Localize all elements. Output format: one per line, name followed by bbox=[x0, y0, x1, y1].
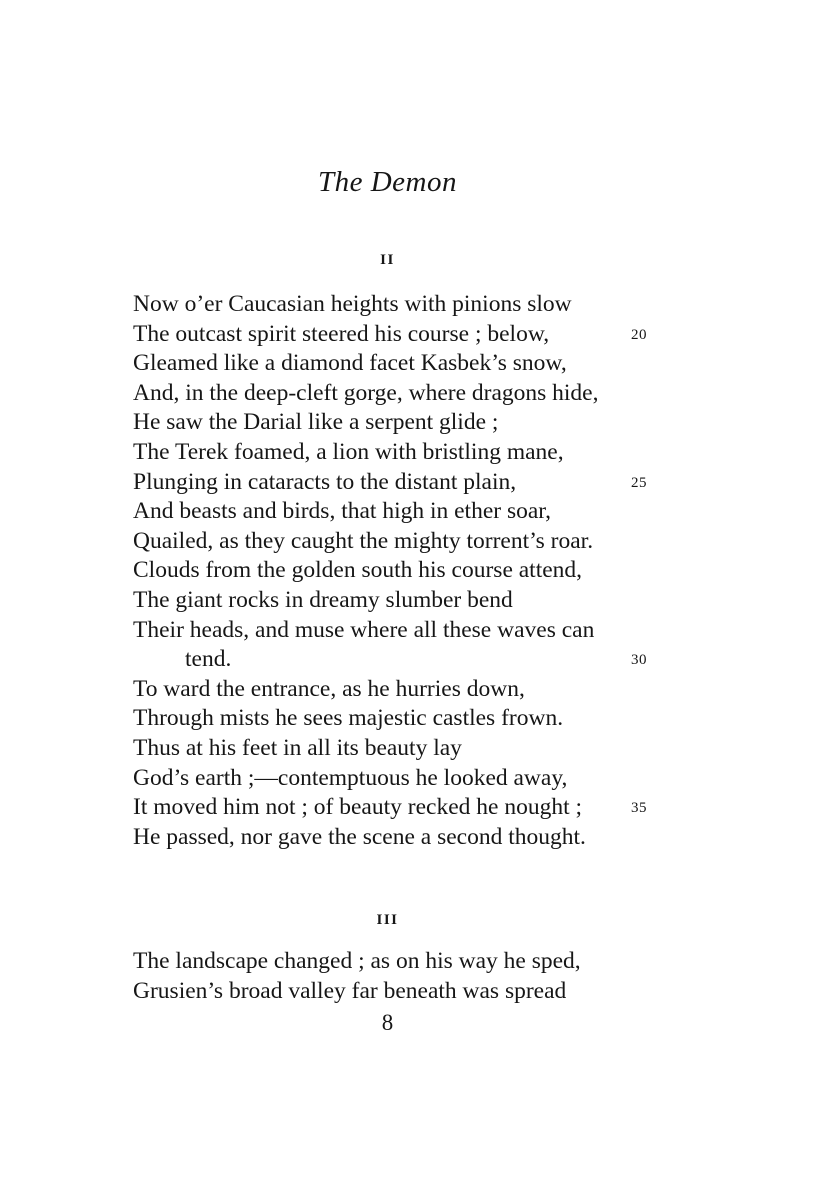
verse-line bbox=[133, 320, 693, 350]
verse-text: Plunging in cataracts to the distant plain, bbox=[133, 468, 517, 495]
verse-text: Clouds from the golden south his course attend, bbox=[133, 557, 583, 584]
verse-line bbox=[133, 527, 693, 557]
line-number: 30 bbox=[631, 652, 647, 669]
verse-text: And beasts and birds, that high in ether soar, bbox=[133, 498, 552, 525]
stanza bbox=[133, 290, 693, 852]
verse-line bbox=[133, 823, 693, 853]
verse-line bbox=[133, 468, 693, 498]
verse-text: The landscape changed ; as on his way he sped, bbox=[133, 948, 581, 974]
verse-text: Grusien’s broad valley far beneath was spread bbox=[133, 977, 567, 1004]
verse-line bbox=[133, 379, 693, 409]
verse-text: And, in the deep-cleft gorge, where dragons hide, bbox=[133, 379, 599, 406]
line-number: 25 bbox=[631, 474, 647, 491]
line-number: 20 bbox=[631, 326, 647, 343]
verse-line bbox=[133, 556, 693, 586]
stanza bbox=[133, 947, 693, 1006]
verse-line bbox=[133, 616, 693, 646]
verse-line bbox=[133, 290, 693, 320]
verse-line bbox=[133, 675, 693, 705]
verse-line bbox=[133, 586, 693, 616]
verse-line bbox=[133, 764, 693, 794]
verse-line bbox=[133, 645, 693, 675]
section-numeral: III bbox=[376, 912, 399, 928]
verse-text: It moved him not ; of beauty recked he nought ; bbox=[133, 794, 583, 821]
verse-text: God’s earth ;—contemptuous he looked away, bbox=[133, 764, 568, 791]
verse-text: tend. bbox=[185, 646, 232, 673]
verse-line bbox=[133, 349, 693, 379]
verse-text: Gleamed like a diamond facet Kasbek’s snow, bbox=[133, 350, 567, 377]
verse-line bbox=[133, 734, 693, 764]
page-number: 8 bbox=[381, 1010, 394, 1035]
verse-line bbox=[133, 438, 693, 468]
verse-text: He saw the Darial like a serpent glide ; bbox=[133, 409, 499, 436]
verse-line bbox=[133, 704, 693, 734]
verse-text: The outcast spirit steered his course ; below, bbox=[133, 320, 550, 347]
verse-text: Thus at his feet in all its beauty lay bbox=[133, 734, 462, 761]
verse-line bbox=[133, 793, 693, 823]
verse-text: Now o’er Caucasian heights with pinions slow bbox=[133, 291, 572, 317]
verse-text: Their heads, and muse where all these waves can bbox=[133, 616, 595, 643]
verse-text: He passed, nor gave the scene a second thought. bbox=[133, 823, 586, 850]
line-number: 35 bbox=[631, 800, 647, 817]
verse-line bbox=[133, 977, 693, 1007]
verse-line bbox=[133, 408, 693, 438]
verse-text: Quailed, as they caught the mighty torrent’s roar. bbox=[133, 527, 594, 554]
verse-text: The Terek foamed, a lion with bristling mane, bbox=[133, 438, 564, 465]
section-numeral: II bbox=[380, 252, 395, 268]
verse-line bbox=[133, 497, 693, 527]
verse-text: Through mists he sees majestic castles frown. bbox=[133, 705, 564, 732]
verse-text: To ward the entrance, as he hurries down, bbox=[133, 675, 525, 702]
verse-line bbox=[133, 947, 693, 977]
verse-text: The giant rocks in dreamy slumber bend bbox=[133, 586, 513, 613]
running-title: The Demon bbox=[317, 166, 457, 198]
